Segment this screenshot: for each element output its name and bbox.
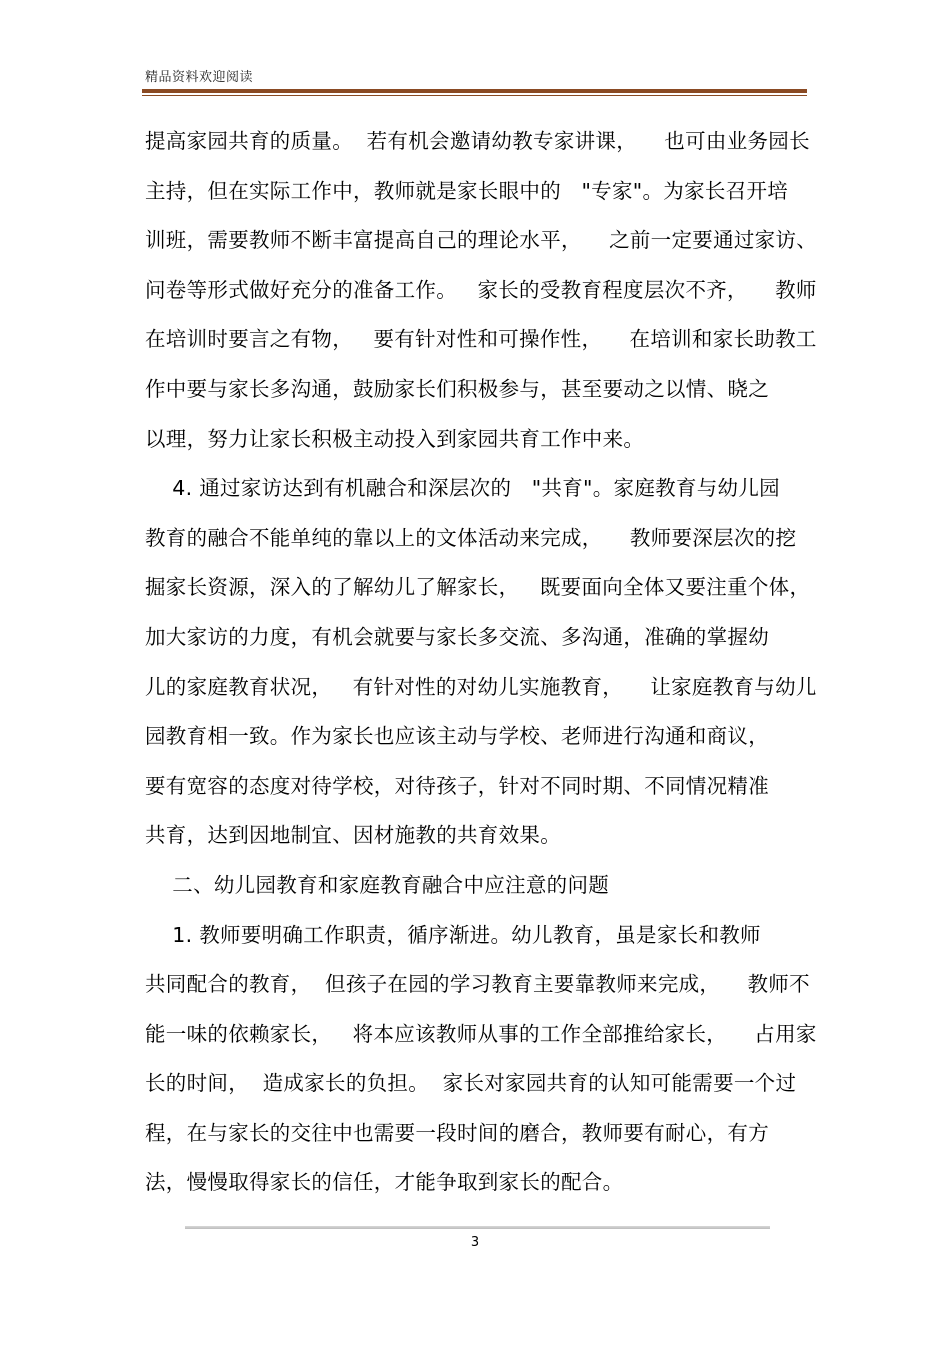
text-line: 作中要与家长多沟通，鼓励家长们积极参与，甚至要动之以情、晓之 xyxy=(145,376,769,401)
text-line: 以理，努力让家长积极主动投入到家园共育工作中来。 xyxy=(145,426,645,451)
text-line: 在培训时要言之有物， 要有针对性和可操作性， 在培训和家长助教工 xyxy=(145,327,817,352)
text-line: 法，慢慢取得家长的信任，才能争取到家长的配合。 xyxy=(145,1170,624,1195)
text-line: 主持，但在实际工作中，教师就是家长眼中的 "专家"。为家长召开培 xyxy=(145,178,789,203)
footer-divider xyxy=(185,1226,770,1229)
text-line: 共育，达到因地制宜、因材施教的共育效果。 xyxy=(145,823,561,848)
text-line: 长的时间， 造成家长的负担。 家长对家园共育的认知可能需要一个过 xyxy=(145,1071,797,1096)
text-line: 程，在与家长的交往中也需要一段时间的磨合，教师要有耐心，有方 xyxy=(145,1120,769,1145)
text-line: 提高家园共育的质量。 若有机会邀请幼教专家讲课， 也可由业务园长 xyxy=(145,129,810,153)
page-header-title: 精品资料欢迎阅读 xyxy=(145,70,254,85)
text-line: 加大家访的力度，有机会就要与家长多交流、多沟通，准确的掌握幼 xyxy=(145,624,769,649)
body-text xyxy=(145,122,818,1213)
text-line: 儿的家庭教育状况， 有针对性的对幼儿实施教育， 让家庭教育与幼儿 xyxy=(145,674,817,699)
text-line: 4. 通过家访达到有机融合和深层次的 "共育"。家庭教育与幼儿园 xyxy=(145,476,780,501)
text-line: 1. 教师要明确工作职责，循序渐进。幼儿教育，虽是家长和教师 xyxy=(145,922,761,947)
text-line: 掘家长资源，深入的了解幼儿了解家长， 既要面向全体又要注重个体， xyxy=(145,575,811,600)
section-heading: 二、幼儿园教育和家庭教育融合中应注意的问题 xyxy=(145,872,610,897)
text-line: 园教育相一致。作为家长也应该主动与学校、老师进行沟通和商议， xyxy=(145,724,769,749)
text-line: 教育的融合不能单纯的靠以上的文体活动来完成， 教师要深层次的挖 xyxy=(145,525,797,550)
text-line: 能一味的依赖家长， 将本应该教师从事的工作全部推给家长， 占用家 xyxy=(145,1021,817,1046)
text-line: 问卷等形式做好充分的准备工作。 家长的受教育程度层次不齐， 教师 xyxy=(145,277,817,302)
header-divider-thin xyxy=(142,95,807,96)
page-number: 3 xyxy=(470,1235,480,1250)
text-line: 训班，需要教师不断丰富提高自己的理论水平， 之前一定要通过家访、 xyxy=(145,228,818,253)
text-line: 共同配合的教育， 但孩子在园的学习教育主要靠教师来完成， 教师不 xyxy=(145,972,810,997)
text-line: 要有宽容的态度对待学校，对待孩子，针对不同时期、不同情况精准 xyxy=(145,773,769,798)
header-divider-thick xyxy=(142,89,807,93)
